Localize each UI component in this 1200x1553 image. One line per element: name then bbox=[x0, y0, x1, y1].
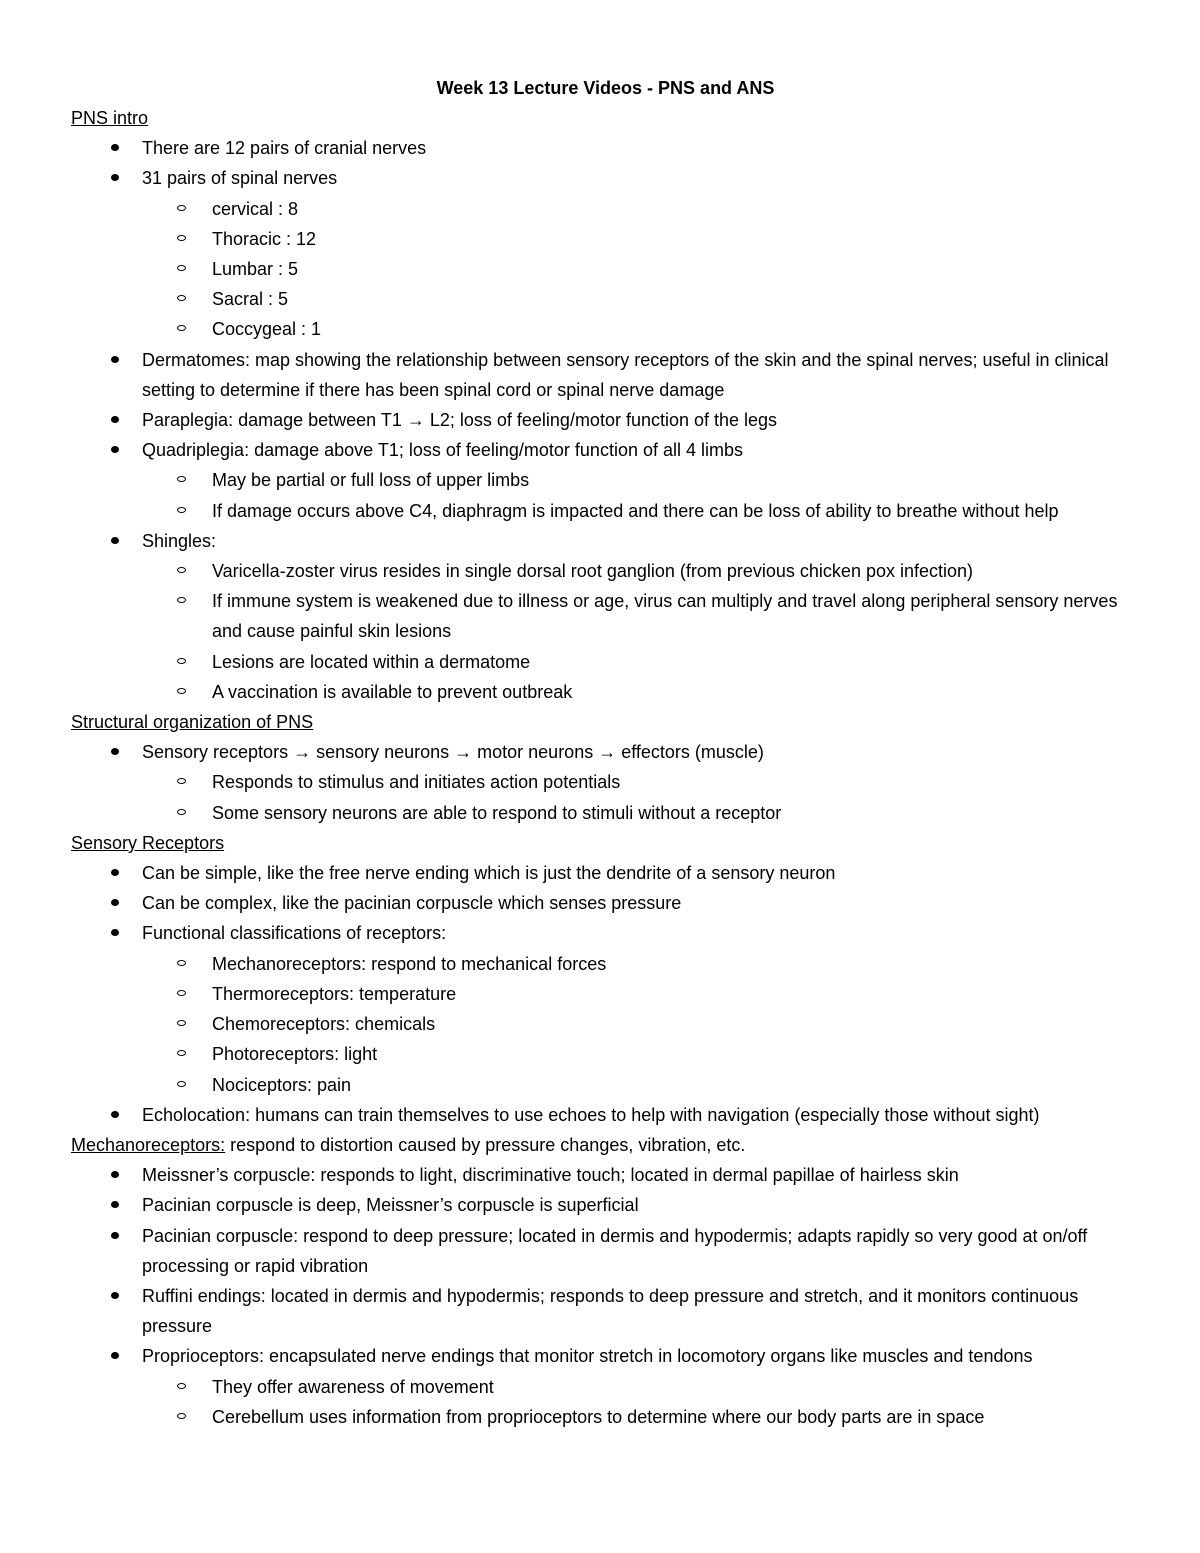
list-item bbox=[71, 345, 1140, 405]
sub-list-item-text: Lesions are located within a dermatome bbox=[212, 651, 531, 672]
list-item-text: 31 pairs of spinal nerves bbox=[142, 168, 338, 189]
bullet-list bbox=[71, 737, 1140, 828]
sub-list-item bbox=[71, 465, 1140, 495]
sub-list-item bbox=[71, 1009, 1140, 1039]
bullet-disc-icon bbox=[111, 899, 119, 906]
document-body bbox=[71, 103, 1140, 1432]
list-item bbox=[71, 1160, 1140, 1190]
sub-list-item-text: If damage occurs above C4, diaphragm is impacted and there can be loss of ability to breathe without help bbox=[212, 500, 1059, 521]
list-item bbox=[71, 918, 1140, 948]
sub-list-item bbox=[71, 224, 1140, 254]
sub-list-item-text: A vaccination is available to prevent outbreak bbox=[212, 681, 573, 702]
bullet-circle-icon bbox=[177, 205, 186, 211]
sub-list-item-text: Some sensory neurons are able to respond to stimuli without a receptor bbox=[212, 802, 782, 823]
sub-list-item bbox=[71, 254, 1140, 284]
sub-list-item-text: Lumbar : 5 bbox=[212, 259, 299, 280]
sub-list-item-text: Cerebellum uses information from proprioceptors to determine where our body parts are in space bbox=[212, 1406, 985, 1427]
bullet-circle-icon bbox=[177, 235, 186, 241]
bullet-disc-icon bbox=[111, 144, 119, 151]
bullet-circle-icon bbox=[177, 1413, 186, 1419]
sub-list-item bbox=[71, 1372, 1140, 1402]
bullet-circle-icon bbox=[177, 295, 186, 301]
bullet-disc-icon bbox=[111, 1171, 119, 1178]
sub-list-item bbox=[71, 284, 1140, 314]
bullet-circle-icon bbox=[177, 597, 186, 603]
list-item bbox=[71, 526, 1140, 556]
bullet-disc-icon bbox=[111, 1111, 119, 1118]
sub-list-item bbox=[71, 1402, 1140, 1432]
sub-list-item bbox=[71, 677, 1140, 707]
sub-list-item bbox=[71, 767, 1140, 797]
list-item-text: Meissner’s corpuscle: responds to light, discriminative touch; located in dermal papillae of hairless skin bbox=[142, 1165, 959, 1186]
list-item-text: Can be simple, like the free nerve ending which is just the dendrite of a sensory neuron bbox=[142, 863, 836, 884]
bullet-list bbox=[71, 1160, 1140, 1432]
bullet-disc-icon bbox=[111, 446, 119, 453]
bullet-circle-icon bbox=[177, 1081, 186, 1087]
section-heading bbox=[71, 828, 1140, 858]
sub-list-item-text: Nociceptors: pain bbox=[212, 1074, 352, 1095]
section-heading-text: Mechanoreceptors: bbox=[71, 1134, 226, 1155]
bullet-list bbox=[71, 133, 1140, 707]
list-item bbox=[71, 405, 1140, 435]
bullet-circle-icon bbox=[177, 325, 186, 331]
bullet-circle-icon bbox=[177, 990, 186, 996]
list-item bbox=[71, 1221, 1140, 1281]
bullet-circle-icon bbox=[177, 688, 186, 694]
sub-list-item-text: Chemoreceptors: chemicals bbox=[212, 1014, 436, 1035]
sub-list-item-text: Coccygeal : 1 bbox=[212, 319, 322, 340]
sub-list-item-text: Sacral : 5 bbox=[212, 289, 289, 310]
bullet-disc-icon bbox=[111, 174, 119, 181]
sub-list-item-text: Mechanoreceptors: respond to mechanical forces bbox=[212, 953, 607, 974]
list-item bbox=[71, 888, 1140, 918]
bullet-disc-icon bbox=[111, 537, 119, 544]
sub-list-item bbox=[71, 586, 1140, 646]
sub-list-item-text: May be partial or full loss of upper limbs bbox=[212, 470, 530, 491]
list-item bbox=[71, 1190, 1140, 1220]
bullet-circle-icon bbox=[177, 778, 186, 784]
list-item bbox=[71, 163, 1140, 193]
bullet-circle-icon bbox=[177, 265, 186, 271]
list-item-text: Functional classifications of receptors: bbox=[142, 923, 447, 944]
list-item-text: Echolocation: humans can train themselves to use echoes to help with navigation (especially those without sight) bbox=[142, 1104, 1040, 1125]
list-item-text: There are 12 pairs of cranial nerves bbox=[142, 138, 427, 159]
bullet-disc-icon bbox=[111, 1352, 119, 1359]
bullet-circle-icon bbox=[177, 507, 186, 513]
section-heading bbox=[71, 707, 1140, 737]
list-item-text: Pacinian corpuscle is deep, Meissner’s corpuscle is superficial bbox=[142, 1195, 639, 1216]
sub-list-item bbox=[71, 798, 1140, 828]
bullet-disc-icon bbox=[111, 869, 119, 876]
sub-list-item bbox=[71, 949, 1140, 979]
section-heading-text: Structural organization of PNS bbox=[71, 712, 314, 733]
list-item bbox=[71, 1341, 1140, 1371]
sub-list-item bbox=[71, 314, 1140, 344]
sub-list-item-text: Varicella-zoster virus resides in single dorsal root ganglion (from previous chicken pox infection) bbox=[212, 561, 974, 582]
section-heading-text: Sensory Receptors bbox=[71, 832, 225, 853]
bullet-disc-icon bbox=[111, 929, 119, 936]
list-item bbox=[71, 1100, 1140, 1130]
bullet-list bbox=[71, 858, 1140, 1130]
bullet-disc-icon bbox=[111, 1201, 119, 1208]
section-heading bbox=[71, 103, 1140, 133]
bullet-disc-icon bbox=[111, 748, 119, 755]
sub-list-item bbox=[71, 1070, 1140, 1100]
list-item bbox=[71, 858, 1140, 888]
bullet-disc-icon bbox=[111, 356, 119, 363]
sub-list-item bbox=[71, 556, 1140, 586]
list-item-text: Pacinian corpuscle: respond to deep pressure; located in dermis and hypodermis; adapts rapidly so very good at on/off processing or rapid vibration bbox=[142, 1225, 1088, 1276]
list-item-text: Quadriplegia: damage above T1; loss of feeling/motor function of all 4 limbs bbox=[142, 440, 744, 461]
list-item-text: Paraplegia: damage between T1 → L2; loss of feeling/motor function of the legs bbox=[142, 410, 778, 431]
bullet-circle-icon bbox=[177, 809, 186, 815]
bullet-circle-icon bbox=[177, 1050, 186, 1056]
bullet-circle-icon bbox=[177, 1020, 186, 1026]
bullet-disc-icon bbox=[111, 1232, 119, 1239]
sub-list-item-text: Thoracic : 12 bbox=[212, 228, 317, 249]
sub-list-item bbox=[71, 194, 1140, 224]
sub-list-item bbox=[71, 1039, 1140, 1069]
sub-list-item-text: They offer awareness of movement bbox=[212, 1376, 494, 1397]
bullet-circle-icon bbox=[177, 1383, 186, 1389]
sub-list-item-text: Photoreceptors: light bbox=[212, 1044, 378, 1065]
document-title: Week 13 Lecture Videos - PNS and ANS bbox=[436, 78, 775, 98]
list-item-text: Sensory receptors → sensory neurons → motor neurons → effectors (muscle) bbox=[142, 742, 764, 763]
sub-list-item-text: If immune system is weakened due to illness or age, virus can multiply and travel along peripheral sensory nerves and cause painful skin lesions bbox=[212, 591, 1118, 642]
list-item bbox=[71, 1281, 1140, 1341]
bullet-circle-icon bbox=[177, 658, 186, 664]
sub-list-item-text: Responds to stimulus and initiates action potentials bbox=[212, 772, 621, 793]
list-item-text: Can be complex, like the pacinian corpuscle which senses pressure bbox=[142, 893, 682, 914]
sub-list-item bbox=[71, 496, 1140, 526]
list-item bbox=[71, 435, 1140, 465]
sub-list-item-text: Thermoreceptors: temperature bbox=[212, 983, 457, 1004]
sub-list-item bbox=[71, 647, 1140, 677]
list-item bbox=[71, 737, 1140, 767]
sub-list-item-text: cervical : 8 bbox=[212, 198, 299, 219]
list-item-text: Dermatomes: map showing the relationship between sensory receptors of the skin and the spinal nerves; useful in clinical setting to determine if there has been spinal cord or spinal nerve damage bbox=[142, 349, 1109, 400]
section-heading-description: respond to distortion caused by pressure changes, vibration, etc. bbox=[225, 1134, 746, 1155]
list-item bbox=[71, 133, 1140, 163]
bullet-circle-icon bbox=[177, 476, 186, 482]
bullet-disc-icon bbox=[111, 1292, 119, 1299]
sub-list-item bbox=[71, 979, 1140, 1009]
list-item-text: Proprioceptors: encapsulated nerve endings that monitor stretch in locomotory organs like muscles and tendons bbox=[142, 1346, 1033, 1367]
list-item-text: Ruffini endings: located in dermis and hypodermis; responds to deep pressure and stretch, and it monitors continuous pressure bbox=[142, 1285, 1079, 1337]
bullet-disc-icon bbox=[111, 416, 119, 423]
bullet-circle-icon bbox=[177, 960, 186, 966]
list-item-text: Shingles: bbox=[142, 530, 217, 551]
bullet-circle-icon bbox=[177, 567, 186, 573]
section-heading bbox=[71, 1130, 1140, 1160]
section-heading-text: PNS intro bbox=[71, 108, 149, 128]
